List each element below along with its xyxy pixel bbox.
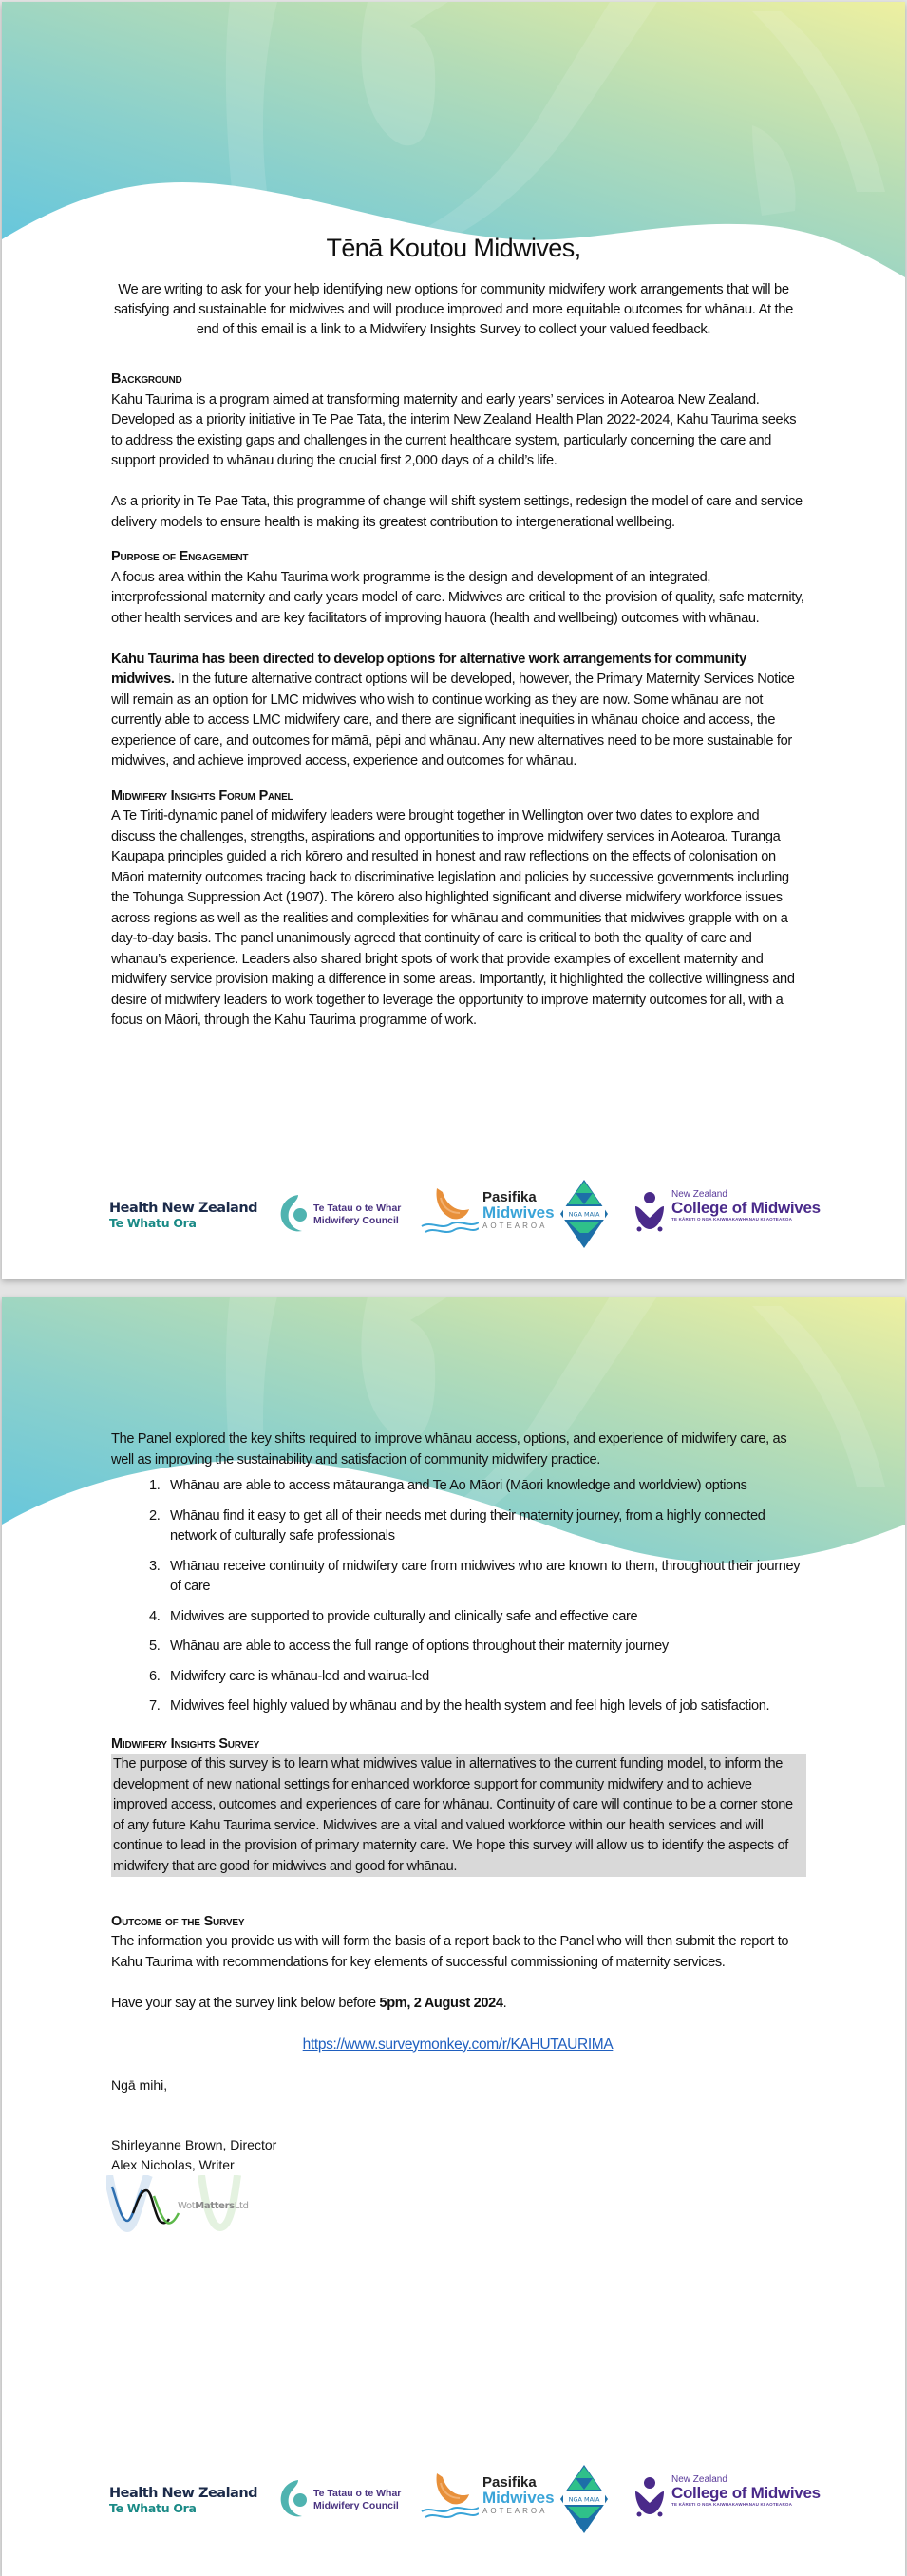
forum-paragraph: A Te Tiriti-dynamic panel of midwifery leaders were brought together in Wellington over two dates to explore and discuss the challenges, strengths, aspirations and opportunities to improve midwifery services in Aotearoa. Turanga Kaupapa principles guided a rich kōrero and resulted in honest and raw reflections on the effects of colonisation on Māori maternity outcomes tracing back to discriminative legislation and policies by successive governments including the Tohunga Suppression Act (1907). The kōrero also highlighted significant and diverse midwifery workforce issues across regions as well as the realities and complexities for whānau and communities that midwives grapple with on a day-to-day basis. The panel unanimously agreed that continuity of care is critical to both the quality of care and whanau’s experience. Leaders also shared bright spots of work that provide examples of excellent maternity and midwifery service provision making a difference in some areas. Importantly, it highlighted the collective willingness and desire of midwifery leaders to work together to leverage the opportunity to improve maternity outcomes for all, with a focus on Māori, through the Kahu Taurima programme of work.: [111, 808, 795, 1028]
purpose-bold-statement: Kahu Taurima has been directed to develop options for alternative work arrangements for community midwives.: [111, 651, 746, 687]
purpose-paragraph-2-text: In the future alternative contract options will be developed, however, the Primary Maternity Services Notice will remain as an option for LMC midwives who wish to continue working as they are now. Some whānau are not currently able to access LMC midwifery care, and there are significant inequities in whānau choice and access, the experience of care, and outcomes for māmā, pēpi and whānau. Any new alternatives need to be more sustainable for midwives, and achieve improved access, experience and outcomes for whānau.: [111, 672, 795, 768]
background-paragraph-2: As a priority in Te Pae Tata, this programme of change will shift system settings, redesign the model of care and service delivery models to ensure health is making its greatest contribution to intergenerational wellbeing.: [111, 494, 803, 530]
closing-salutation: Ngā mihi,: [111, 2076, 168, 2093]
nga-maia-logo: [560, 2465, 608, 2538]
list-item: 2. Whānau find it easy to get all of their needs met during their maternity journey, from a highly connected network of culturally safe professionals: [149, 1507, 765, 1544]
survey-heading: Midwifery Insights Survey: [111, 1735, 260, 1752]
page2-body: [111, 1430, 804, 2232]
pasifika-canoe-icon: [420, 1184, 479, 1240]
purpose-paragraph-2: [111, 650, 804, 772]
partner-logos-row-1: Health New Zealand Te Whatu Ora Te Tatau o te Whar Midwifery Council Pasifika Midwives AOTEAROA NGA MAIA New Zealand College of Midwives TE KĀRETI O NGA KAIWHAKAWHANAU KI AOTEAROA: [106, 1180, 809, 1248]
signer-1: Shirleyanne Brown, Director: [111, 2136, 277, 2152]
deadline-paragraph: Have your say at the survey link below before 5pm, 2 August 2024.: [111, 1995, 507, 2011]
svg-text:NGA MAIA: NGA MAIA: [568, 2495, 600, 2504]
outcome-heading: Outcome of the Survey: [111, 1913, 245, 1929]
page1-body: [111, 369, 804, 1032]
key-shifts-list: [111, 1476, 804, 1717]
list-item: 7. Midwives feel highly valued by whānau and by the health system and feel high levels of job satisfaction.: [149, 1698, 770, 1714]
survey-link[interactable]: https://www.surveymonkey.com/r/KAHUTAURIMA: [302, 2036, 614, 2053]
nga-maia-diamond-icon: [560, 2465, 608, 2533]
partner-logos-row-2: Health New Zealand Te Whatu Ora Te Tatau o te Whar Midwifery Council Pasifika Midwives AOTEAROA NGA MAIA New Zealand College of Midwives TE KĀRETI O NGA KAIWHAKAWHANAU KI AOTEAROA: [106, 2465, 809, 2533]
list-item: 3. Whānau receive continuity of midwifery care from midwives who are known to them, throughout their journey of care: [149, 1558, 801, 1594]
signer-2: Alex Nicholas, Writer: [111, 2156, 235, 2172]
letter-page-1: [2, 2, 905, 1279]
purpose-heading: Purpose of Engagement: [111, 549, 249, 564]
college-mother-child-icon: [633, 2476, 666, 2518]
panel-intro-paragraph: The Panel explored the key shifts required to improve whānau access, options, and experience of midwifery care, as well as improving the sustainability and satisfaction of community midwifery practice.: [111, 1431, 787, 1468]
forum-heading: Midwifery Insights Forum Panel: [111, 787, 293, 804]
survey-purpose-paragraph: The purpose of this survey is to learn what midwives value in alternatives to the current funding model, to inform the development of new national settings for enhanced workforce support for community midwifery and to achieve improved access, outcomes and experiences of care for whānau. Continuity of care will continue to be a corner stone of any future Kahu Taurima service. Midwives are a vital and valued workforce within our health services and will continue to lead in the provision of primary maternity care. We hope this survey will allow us to identify the aspects of midwifery that are good for midwives and good for whānau.: [111, 1754, 806, 1877]
deadline-date: 5pm, 2 August 2024: [379, 1995, 503, 2011]
list-item: 5. Whānau are able to access the full range of options throughout their maternity journey: [149, 1638, 669, 1654]
wotmatters-logo: WotMattersLtd: [111, 2175, 263, 2232]
list-item: 4. Midwives are supported to provide culturally and clinically safe and effective care: [149, 1608, 638, 1624]
intro-paragraph: We are writing to ask for your help identifying new options for community midwifery work arrangements that will be satisfying and sustainable for midwives and will produce improved and more equitable outcomes for whānau. At the end of this email is a link to a Midwifery Insights Survey to collect your valued feedback.: [113, 281, 794, 337]
college-mother-child-icon: [633, 1191, 666, 1233]
midwifery-council-swirl-icon: [277, 1191, 312, 1235]
health-nz-logo: Health New Zealand Te Whatu Ora: [109, 1201, 258, 1230]
list-item: 6. Midwifery care is whānau-led and wairua-led: [149, 1668, 429, 1684]
nga-maia-logo: [560, 1180, 608, 1253]
health-nz-logo: Health New Zealand Te Whatu Ora: [109, 2486, 258, 2515]
nga-maia-diamond-icon: [560, 1180, 608, 1248]
letter-page-2: [2, 1297, 905, 2576]
purpose-paragraph-1: A focus area within the Kahu Taurima work programme is the design and development of an integrated, interprofessional maternity and early years model of care. Midwives are critical to the provision of quality, safe maternity, other health services and are key facilitators of improving hauora (health and wellbeing) outcomes with whānau.: [111, 569, 804, 626]
svg-text:NGA MAIA: NGA MAIA: [568, 1210, 600, 1219]
pasifika-canoe-icon: [420, 2470, 479, 2525]
list-item: 1. Whānau are able to access mātauranga and Te Ao Māori (Māori knowledge and worldview) options: [149, 1478, 747, 1493]
greeting-heading: Tēnā Koutou Midwives,: [326, 234, 581, 263]
midwifery-council-swirl-icon: [277, 2476, 312, 2520]
background-heading: Background: [111, 371, 182, 387]
background-paragraph-1: Kahu Taurima is a program aimed at transforming maternity and early years’ services in Aotearoa New Zealand. Developed as a priority initiative in Te Pae Tata, the interim New Zealand Health Plan 2022-2024, Kahu Taurima seeks to address the existing gaps and challenges in the current healthcare system, particularly concerning the care and support provided to whānau during the crucial first 2,000 days of a child’s life.: [111, 391, 797, 468]
header-wave-background: [2, 2, 905, 325]
outcome-paragraph: The information you provide us with will form the basis of a report back to the Panel who will then submit the report to Kahu Taurima with recommendations for key elements of successful commissioning of maternity services.: [111, 1934, 789, 1970]
